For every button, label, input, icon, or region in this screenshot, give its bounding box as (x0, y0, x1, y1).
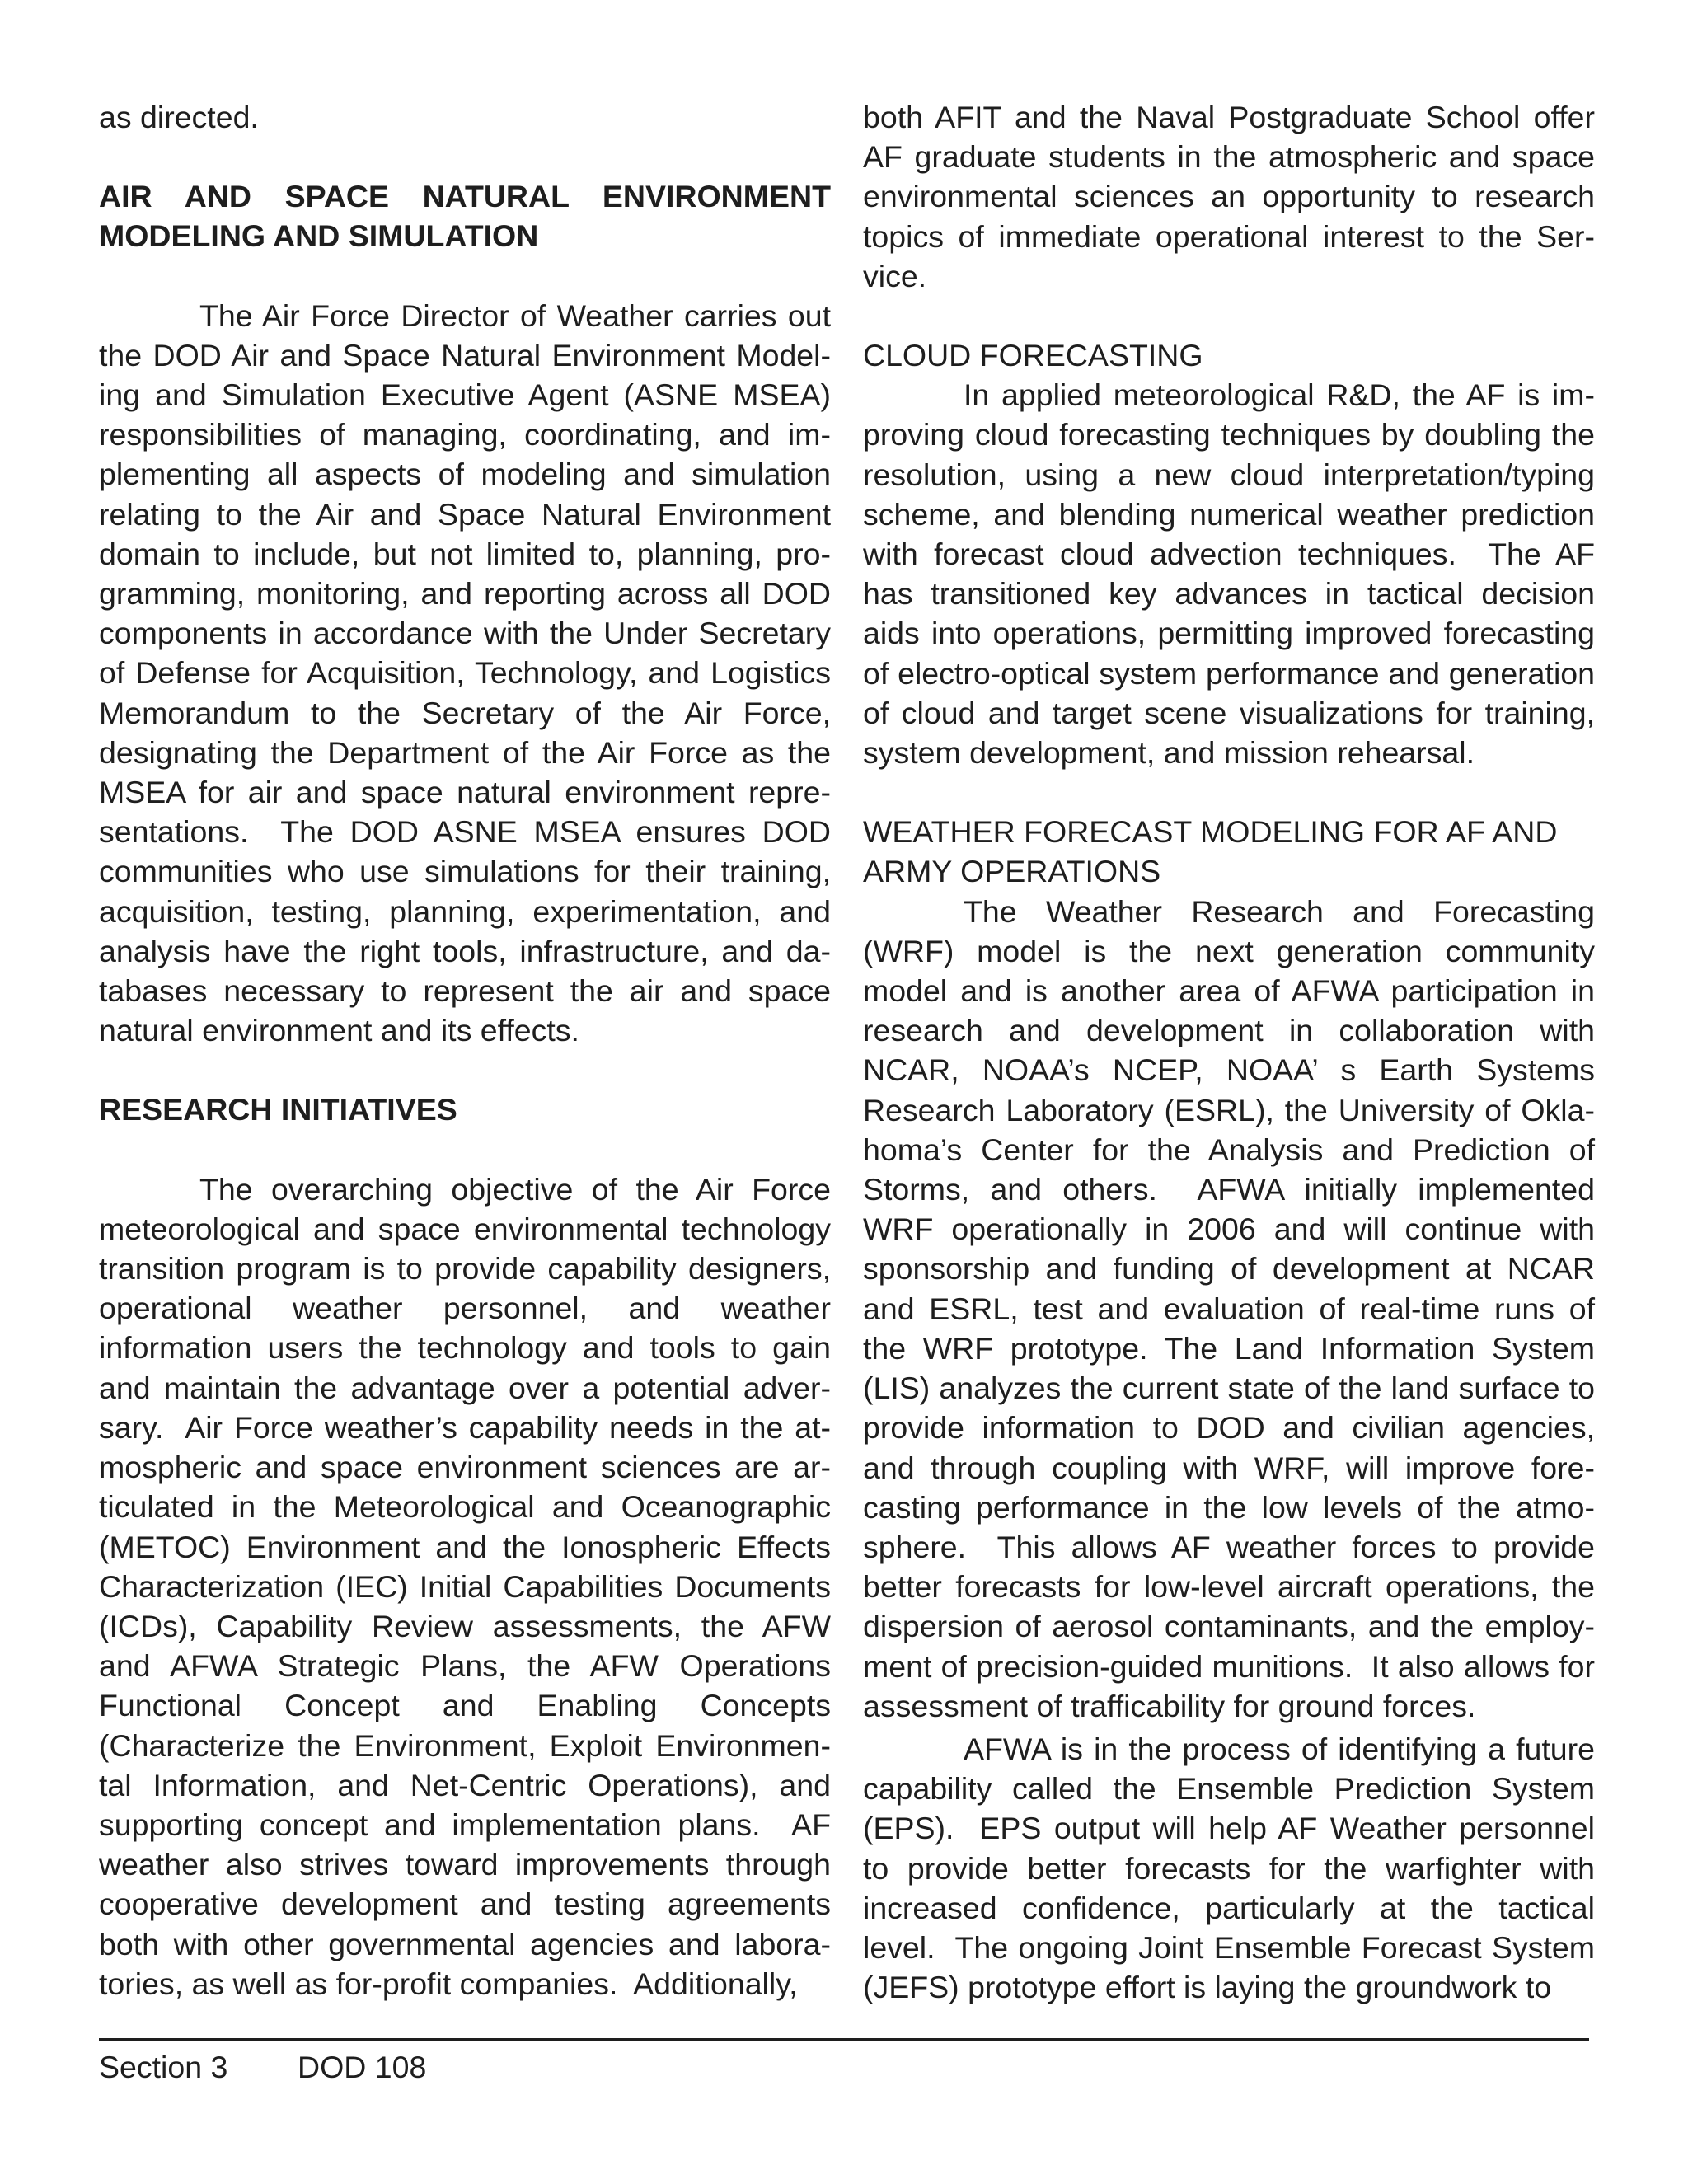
right-column (863, 97, 1595, 2007)
cloud-forecasting-paragraph: In applied meteorological R&D, the AF is improving cloud forecasting techniques by doubling the resolution, using a new cloud interpretation/typing scheme, and blending numerical weather prediction with forecast cloud advection techniques. The AF has transitioned key advances in tactical decision aids into operations, permitting improved forecasting of electro-optical system performance and generation of cloud and target scene visualizations for training, system development, and mission rehearsal. (863, 377, 1595, 771)
page-footer (99, 2047, 426, 2087)
weather-modeling-heading: WEATHER FORECAST MODELING FOR AF AND ARMY OPERATIONS (863, 814, 1558, 889)
footer-section: Section 3 (99, 2050, 228, 2084)
asne-paragraph: The Air Force Director of Weather carries out the DOD Air and Space Natural Environment Modeling and Simulation Executive Agent (ASNE MSEA) responsibilities of managing, coordinating, and implementing all aspects of modeling and simulation relating to the Air and Space Natural Environment domain to include, but not limited to, planning, programming, monitoring, and reporting across all DOD components in accordance with the Under Secretary of Defense for Acquisition, Technology, and Logistics Memorandum to the Secretary of the Air Force, designating the Department of the Air Force as the MSEA for air and space natural environment representations. The DOD ASNE MSEA ensures DOD communities who use simulations for their training, acquisition, testing, planning, experimentation, and analysis have the right tools, infrastructure, and databases necessary to represent the air and space natural environment and its effects. (99, 298, 831, 1048)
spacer (99, 1130, 831, 1169)
spacer (863, 296, 1595, 335)
wrf-paragraph: The Weather Research and Forecasting (WRF) model is the next generation community model and is another area of AFWA participation in research and development in collaboration with NCAR, NOAA’s NCEP, NOAA’ s Earth Systems Research Laboratory (ESRL), the University of Oklahoma’s Center for the Analysis and Prediction of Storms, and others. AFWA initially implemented WRF operationally in 2006 and will continue with sponsorship and funding of development at NCAR and ESRL, test and evaluation of real-time runs of the WRF prototype. The Land Information System (LIS) analyzes the current state of the land surface to provide information to DOD and civilian agencies, and through coupling with WRF, will improve forecasting performance in the low levels of the atmosphere. This allows AF weather forces to provide better forecasts for low-level aircraft operations, the dispersion of aerosol contaminants, and the employment of precision-guided munitions. It also allows for assessment of trafficability for ground forces. (863, 893, 1595, 1723)
footer-rule (99, 2038, 1589, 2041)
spacer (863, 772, 1595, 812)
left-column (99, 97, 831, 2004)
cloud-forecasting-heading: CLOUD FORECASTING (863, 338, 1203, 373)
research-heading: RESEARCH INITIATIVES (99, 1092, 457, 1127)
continuation-paragraph: both AFIT and the Naval Postgraduate School offer AF graduate students in the atmospheric and space environmental sciences an opportunity to research topics of immediate operational interest to the Service. (863, 100, 1595, 293)
intro-fragment: as directed. (99, 100, 259, 134)
spacer (99, 137, 831, 176)
eps-paragraph: AFWA is in the process of identifying a future capability called the Ensemble Prediction System (EPS). EPS output will help AF Weather personnel to provide better forecasts for the warfighter with increased confidence, particularly at the tactical level. The ongoing Joint Ensemble Forecast System (JEFS) prototype effort is laying the groundwork to (863, 1731, 1595, 2005)
spacer (99, 256, 831, 296)
footer-page-number: DOD 108 (298, 2050, 427, 2084)
asne-heading: AIR AND SPACE NATURAL ENVIRONMENT MODELING AND SIMULATION (99, 179, 831, 254)
spacer (99, 1050, 831, 1090)
research-paragraph: The overarching objective of the Air Force meteorological and space environmental technology transition program is to provide capability designers, operational weather personnel, and weather information users the technology and tools to gain and maintain the advantage over a potential adversary. Air Force weather’s capability needs in the atmospheric and space environment sciences are articulated in the Meteorological and Oceanographic (METOC) Environment and the Ionospheric Effects Characterization (IEC) Initial Capabilities Documents (ICDs), Capability Review assessments, the AFW and AFWA Strategic Plans, the AFW Operations Functional Concept and Enabling Concepts (Characterize the Environment, Exploit Environmental Information, and Net-Centric Operations), and supporting concept and implementation plans. AF weather also strives toward improvements through cooperative development and testing agreements both with other governmental agencies and laboratories, as well as for-profit companies. Additionally, (99, 1171, 831, 2001)
